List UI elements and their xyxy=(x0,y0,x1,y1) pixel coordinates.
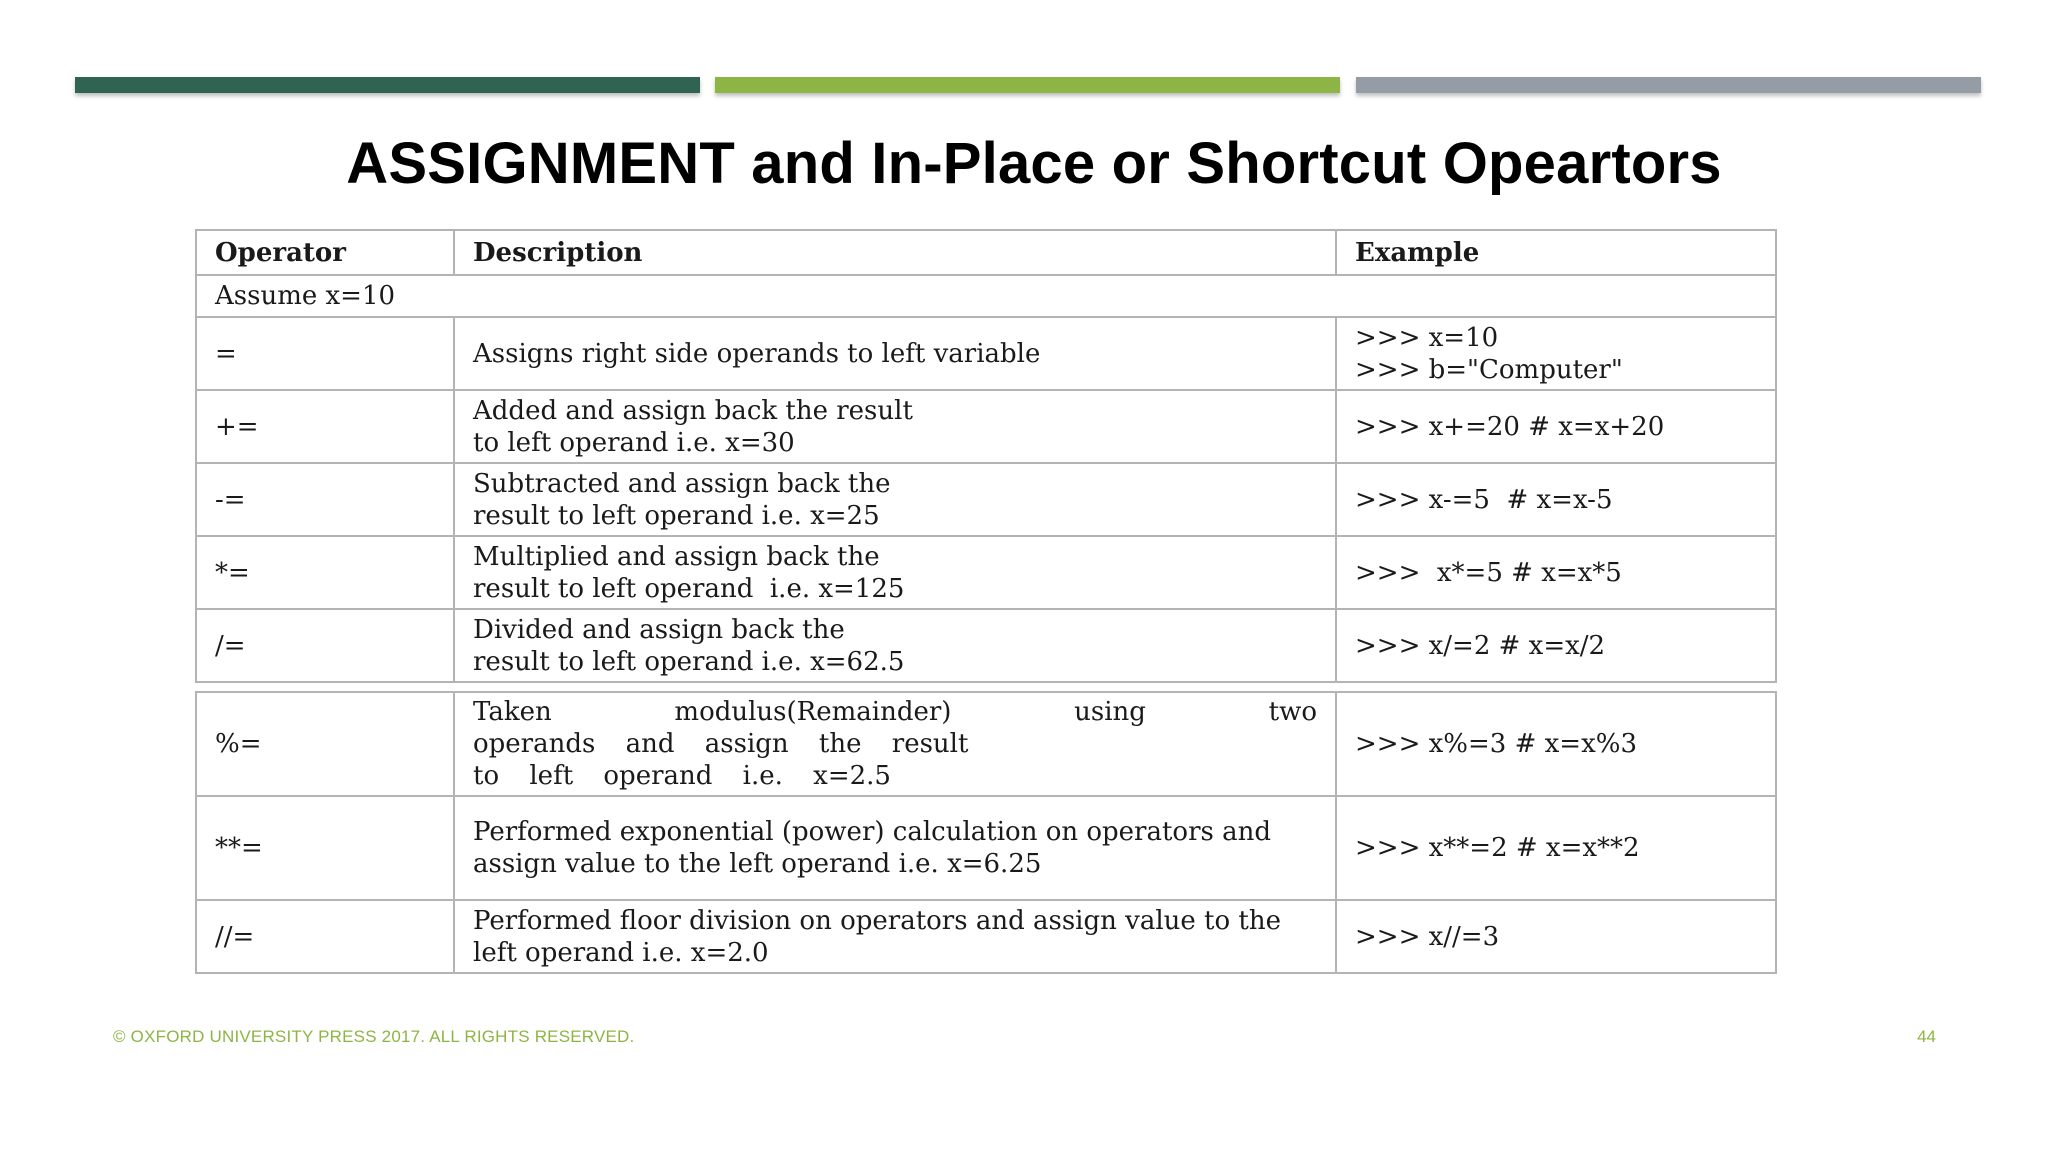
description-cell: Added and assign back the result to left operand i.e. x=30 xyxy=(454,390,1336,463)
operator-cell: **= xyxy=(196,796,454,900)
operators-table xyxy=(195,229,1777,974)
table-row xyxy=(196,390,1776,463)
table-header-row xyxy=(196,230,1776,275)
table-row xyxy=(196,463,1776,536)
operator-cell: //= xyxy=(196,900,454,973)
example-cell: >>> x=10 >>> b="Computer" xyxy=(1336,317,1776,390)
slide-title: ASSIGNMENT and In-Place or Shortcut Opeartors xyxy=(346,131,1722,196)
example-cell: >>> x-=5 # x=x-5 xyxy=(1336,463,1776,536)
assume-cell: Assume x=10 xyxy=(196,275,1776,317)
description-line-justified: Taken modulus(Remainder) using two xyxy=(473,697,1317,727)
accent-bar-dark-green xyxy=(75,77,700,93)
table-row xyxy=(196,796,1776,900)
operator-cell: /= xyxy=(196,609,454,682)
example-cell: >>> x/=2 # x=x/2 xyxy=(1336,609,1776,682)
operator-cell: %= xyxy=(196,692,454,796)
operators-table-container xyxy=(195,229,1775,974)
description-cell xyxy=(454,692,1336,796)
example-cell: >>> x%=3 # x=x%3 xyxy=(1336,692,1776,796)
example-cell: >>> x**=2 # x=x**2 xyxy=(1336,796,1776,900)
description-cell: Multiplied and assign back the result to left operand i.e. x=125 xyxy=(454,536,1336,609)
operator-cell: *= xyxy=(196,536,454,609)
table-gap xyxy=(196,682,1776,692)
column-header-example: Example xyxy=(1336,230,1776,275)
column-header-operator: Operator xyxy=(196,230,454,275)
assume-row xyxy=(196,275,1776,317)
description-cell: Subtracted and assign back the result to left operand i.e. x=25 xyxy=(454,463,1336,536)
operator-cell: += xyxy=(196,390,454,463)
description-cell: Performed exponential (power) calculation on operators and assign value to the left operand i.e. x=6.25 xyxy=(454,796,1336,900)
copyright-footer: © OXFORD UNIVERSITY PRESS 2017. ALL RIGHTS RESERVED. xyxy=(113,1027,635,1046)
description-cell: Assigns right side operands to left variable xyxy=(454,317,1336,390)
table-row xyxy=(196,692,1776,796)
table-row xyxy=(196,536,1776,609)
description-cell: Divided and assign back the result to left operand i.e. x=62.5 xyxy=(454,609,1336,682)
example-cell: >>> x*=5 # x=x*5 xyxy=(1336,536,1776,609)
example-cell: >>> x+=20 # x=x+20 xyxy=(1336,390,1776,463)
description-line-rest: operands and assign the result to left operand i.e. x=2.5 xyxy=(473,729,969,791)
description-cell: Performed floor division on operators and assign value to the left operand i.e. x=2.0 xyxy=(454,900,1336,973)
operator-cell: = xyxy=(196,317,454,390)
example-cell: >>> x//=3 xyxy=(1336,900,1776,973)
table-row xyxy=(196,317,1776,390)
table-row xyxy=(196,900,1776,973)
column-header-description: Description xyxy=(454,230,1336,275)
accent-bar-gray xyxy=(1356,77,1981,93)
table-row xyxy=(196,609,1776,682)
page-number: 44 xyxy=(1917,1027,1936,1046)
accent-bar-light-green xyxy=(715,77,1340,93)
operator-cell: -= xyxy=(196,463,454,536)
table-gap-row xyxy=(196,682,1776,692)
